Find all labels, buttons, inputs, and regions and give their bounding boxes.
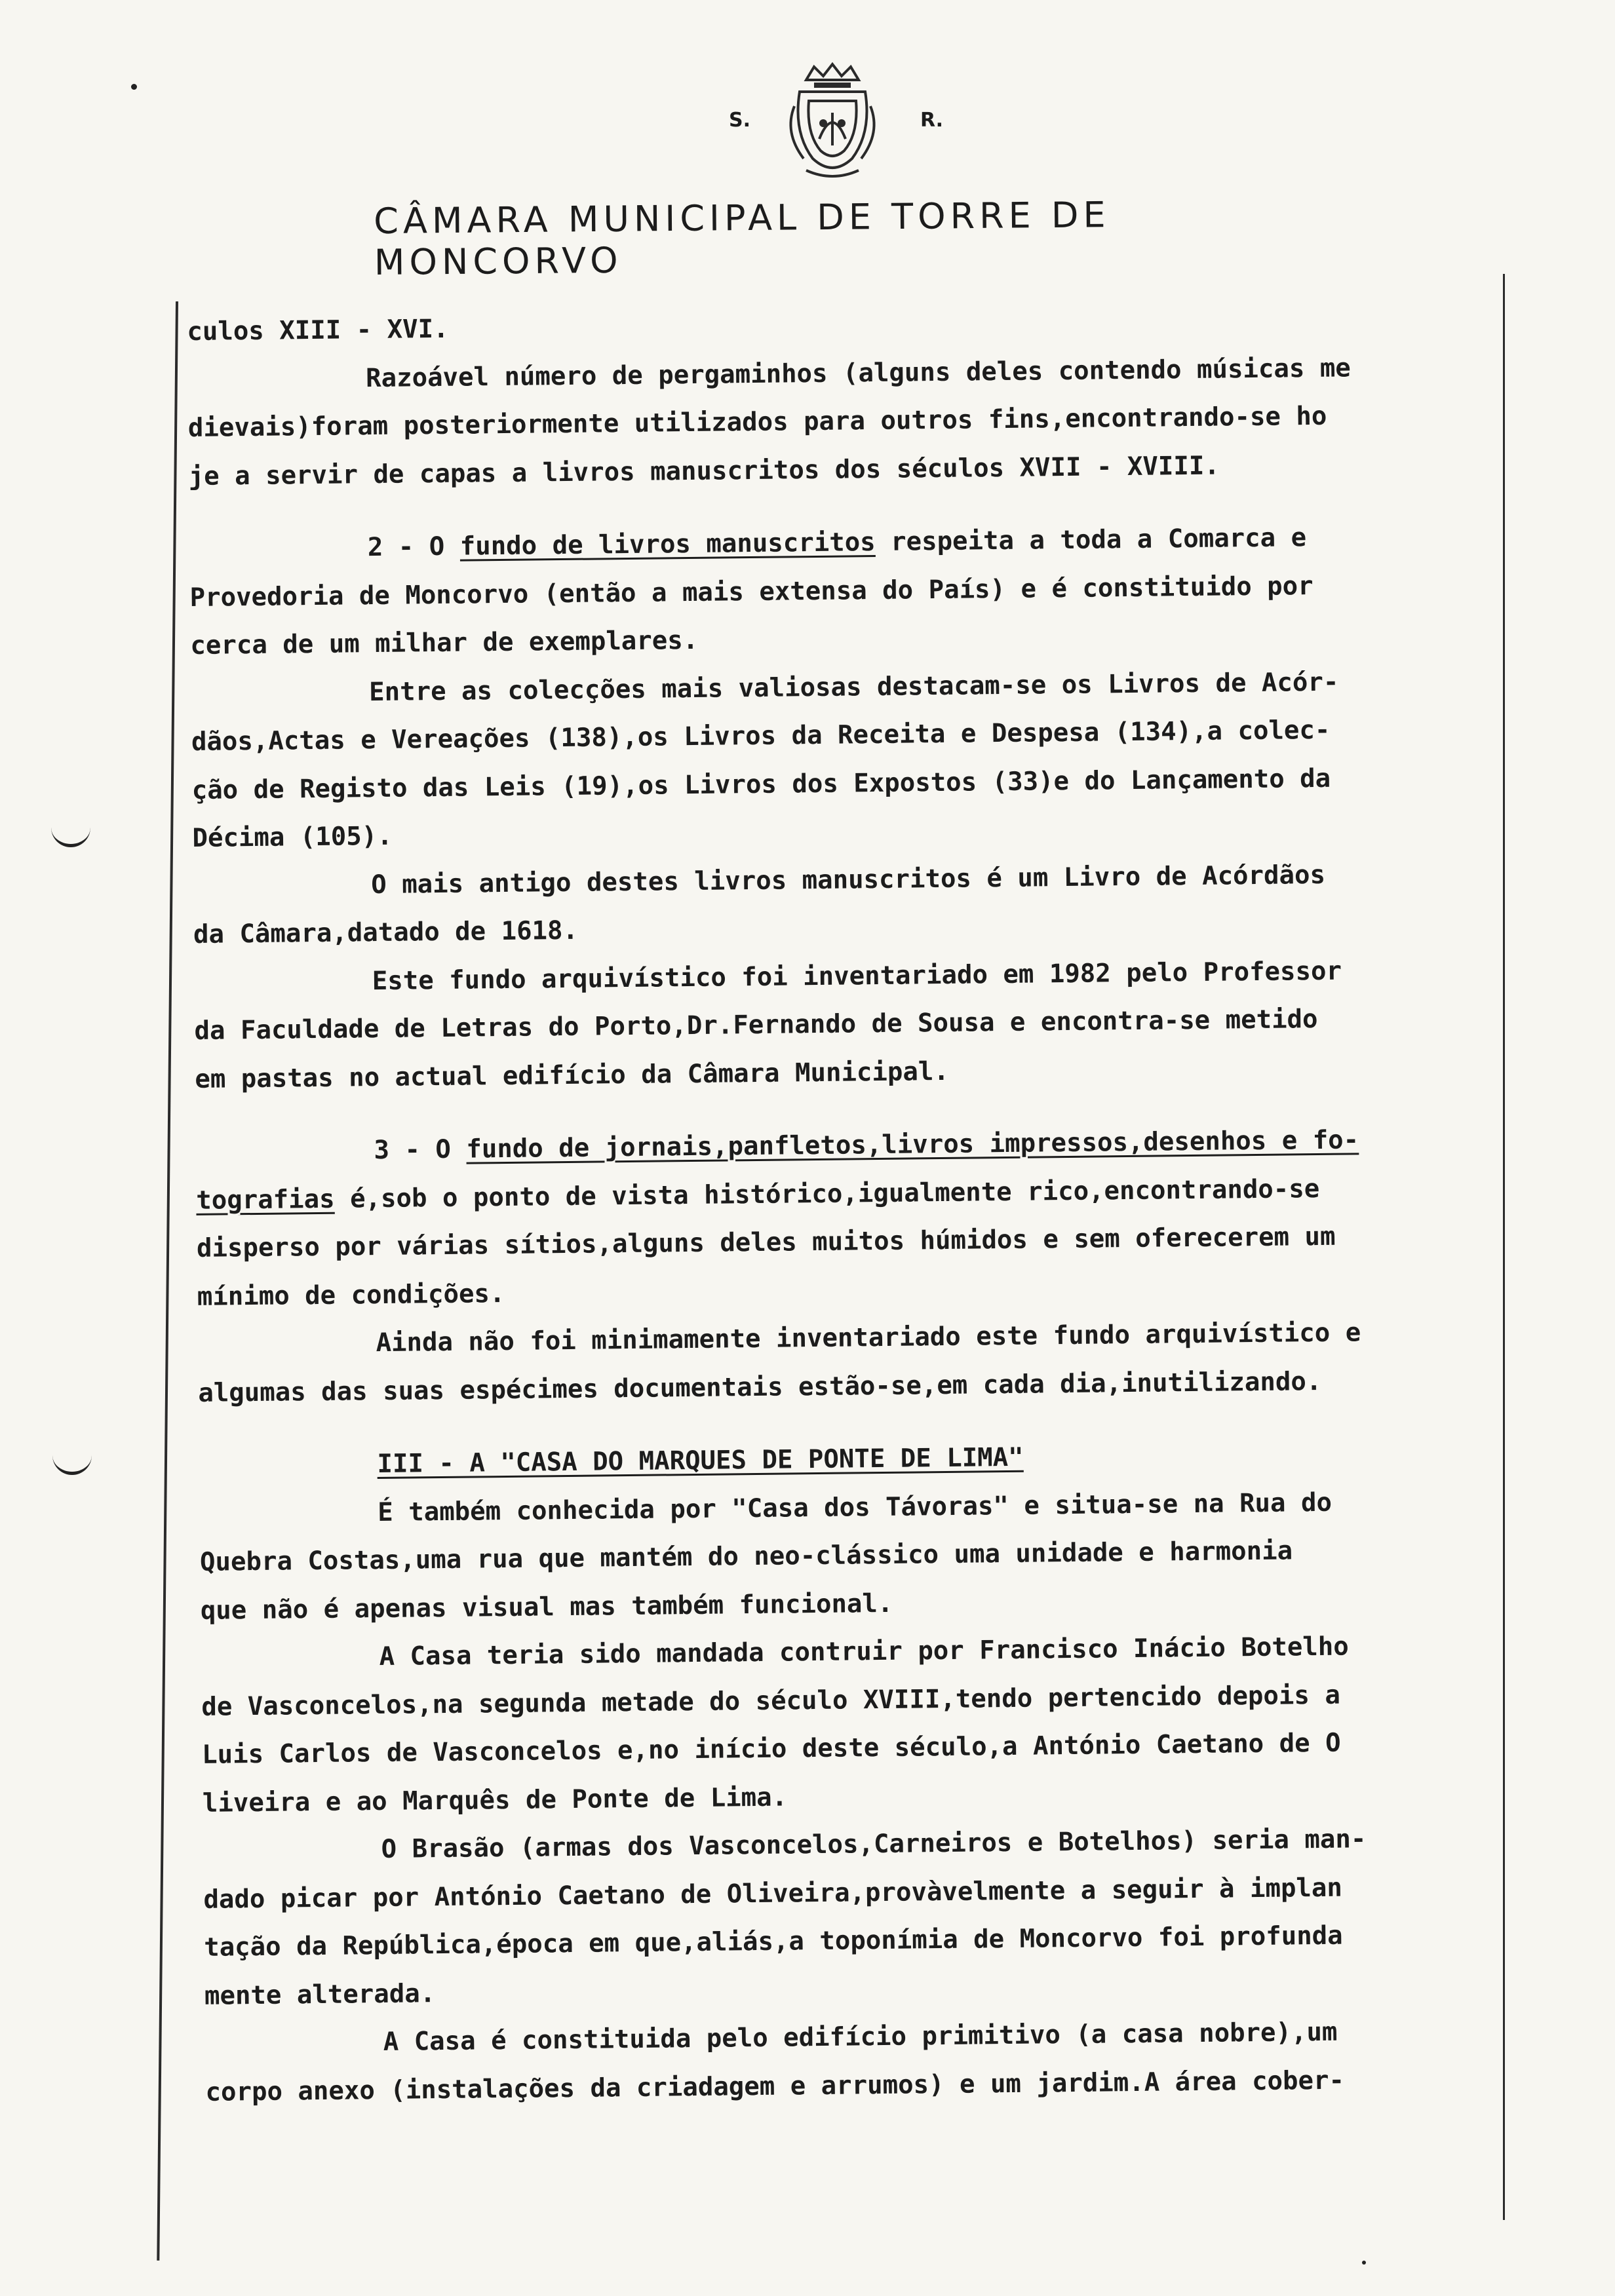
text-line: corpo anexo (instalações da criadagem e arrumos) e um jardim.A área cober- xyxy=(205,2065,1345,2107)
text-line: 3 - O fundo de jornais,panfletos,livros impressos,desenhos e fo- xyxy=(374,1125,1359,1166)
stray-ink-dot xyxy=(1362,2261,1366,2265)
text-line: Este fundo arquivístico foi inventariado em 1982 pelo Professor xyxy=(372,956,1342,996)
text-line: Razoável número de pergaminhos (alguns deles contendo músicas me xyxy=(365,353,1352,393)
text-line: mente alterada. xyxy=(204,1978,436,2011)
seal-letter-left: S. xyxy=(729,109,751,132)
text-line: disperso por várias sítios,alguns deles muitos húmidos e sem oferecerem um xyxy=(196,1221,1336,1263)
text-line: tografias é,sob o ponto de vista histórico,igualmente rico,encontrando-se xyxy=(196,1174,1320,1215)
letterhead-title: CÂMARA MUNICIPAL DE TORRE DE MONCORVO xyxy=(374,194,1110,283)
text-line: O mais antigo destes livros manuscritos é um Livro de Acórdãos xyxy=(370,860,1326,900)
text-line: cerca de um milhar de exemplares. xyxy=(190,625,699,660)
text-line: liveira e ao Marquês de Ponte de Lima. xyxy=(202,1782,788,1818)
text-line: Quebra Costas,uma rua que mantém do neo-clássico uma unidade e harmonia xyxy=(199,1536,1293,1577)
text-line: Luis Carlos de Vasconcelos e,no início deste século,a António Caetano de O xyxy=(201,1728,1341,1770)
text-line: 2 - O fundo de livros manuscritos respeita a toda a Comarca e xyxy=(367,523,1307,563)
text-line: É também conhecida por "Casa dos Távoras" e situa-se na Rua do xyxy=(378,1487,1333,1527)
municipal-seal-icon xyxy=(780,60,885,185)
underlined-term: fundo de livros manuscritos xyxy=(459,527,876,562)
binder-hole-mark xyxy=(51,826,90,847)
text-line: A Casa teria sido mandada contruir por Francisco Inácio Botelho xyxy=(379,1632,1349,1672)
text-line: Entre as colecções mais valiosas destacam-se os Livros de Acór- xyxy=(368,667,1339,707)
text-line: Ainda não foi minimamente inventariado este fundo arquivístico e xyxy=(376,1318,1361,1358)
text-line: da Câmara,datado de 1618. xyxy=(193,915,579,949)
stray-ink-dot xyxy=(131,84,137,90)
underlined-term: fundo de jornais,panfletos,livros impressos,desenhos e fo- xyxy=(466,1125,1359,1164)
text-line: de Vasconcelos,na segunda metade do século XVIII,tendo pertencido depois a xyxy=(201,1680,1341,1722)
section-heading: III - A "CASA DO MARQUES DE PONTE DE LIMA" xyxy=(377,1442,1024,1480)
underlined-term: tografias xyxy=(196,1184,335,1215)
text-line: dado picar por António Caetano de Oliveira,provàvelmente a seguir à implan xyxy=(203,1873,1343,1915)
text-line: em pastas no actual edifício da Câmara Municipal. xyxy=(195,1056,950,1094)
left-margin-rule xyxy=(157,301,178,2261)
text-line: culos XIII - XVI. xyxy=(187,314,449,347)
text-line: O Brasão (armas dos Vasconcelos,Carneiros e Botelhos) seria man- xyxy=(381,1824,1367,1865)
text-line: da Faculdade de Letras do Porto,Dr.Fernando de Sousa e encontra-se metido xyxy=(194,1004,1318,1046)
text-line: algumas das suas espécimes documentais estão-se,em cada dia,inutilizando. xyxy=(198,1366,1322,1408)
text-line: dãos,Actas e Vereações (138),os Livros da Receita e Despesa (134),a colec- xyxy=(191,715,1331,757)
seal-letter-right: R. xyxy=(920,109,944,132)
text-line: A Casa é constituida pelo edifício primitivo (a casa nobre),um xyxy=(383,2017,1338,2057)
text-line: je a servir de capas a livros manuscritos dos séculos XVII - XVIII. xyxy=(188,451,1220,491)
text-line: Décima (105). xyxy=(192,821,393,853)
text-line: que não é apenas visual mas também funcional. xyxy=(200,1588,893,1626)
text-line: dievais)foram posteriormente utilizados para outros fins,encontrando-se ho xyxy=(187,401,1327,443)
text-line: Provedoria de Moncorvo (então a mais extensa do País) e é constituido por xyxy=(189,571,1313,613)
binder-hole-mark xyxy=(52,1453,92,1475)
text-line: mínimo de condições. xyxy=(197,1278,505,1312)
text-line: ção de Registo das Leis (19),os Livros dos Expostos (33)e do Lançamento da xyxy=(191,763,1331,805)
text-line: tação da República,época em que,aliás,a toponímia de Moncorvo foi profunda xyxy=(203,1921,1343,1962)
document-body xyxy=(187,294,1523,2116)
